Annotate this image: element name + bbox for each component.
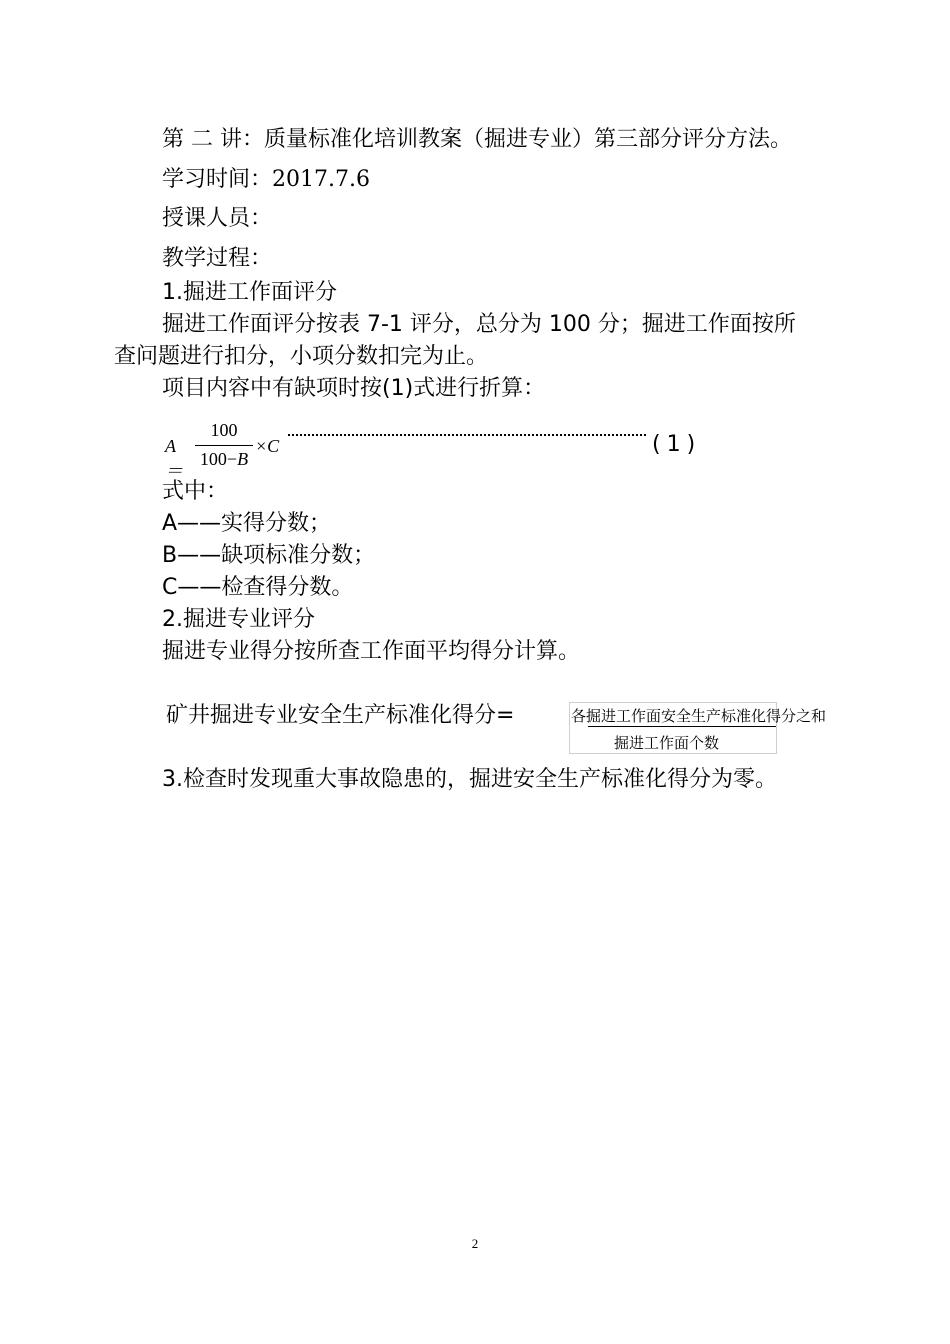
section2-formula-denominator: 掘进工作面个数 bbox=[614, 734, 720, 752]
formula-1-fraction-bar bbox=[195, 445, 253, 446]
section1-paragraph-line1: 掘进工作面评分按表 7-1 评分，总分为 100 分；掘进工作面按所 bbox=[162, 312, 796, 337]
formula-1-number: (1) bbox=[652, 432, 702, 457]
formula-1-rhs: ×C bbox=[255, 436, 280, 456]
formula-1-numerator: 100 bbox=[210, 420, 238, 440]
section2-heading: 2.掘进专业评分 bbox=[162, 607, 315, 632]
study-time-label: 学习时间： bbox=[162, 167, 273, 192]
definition-c: C——检查得分数。 bbox=[162, 575, 354, 600]
section1-heading: 1.掘进工作面评分 bbox=[162, 280, 337, 305]
formula-1-denominator-number: 100− bbox=[199, 449, 238, 469]
section3-text: 3.检查时发现重大事故隐患的，掘进安全生产标准化得分为零。 bbox=[162, 767, 777, 792]
teacher-label: 授课人员： bbox=[162, 206, 273, 231]
study-time-line bbox=[162, 166, 370, 194]
definitions-intro: 式中： bbox=[162, 479, 229, 504]
section1-paragraph2: 项目内容中有缺项时按(1)式进行折算： bbox=[162, 376, 546, 401]
section2-formula-label: 矿井掘进专业安全生产标准化得分= bbox=[166, 703, 515, 728]
section2-paragraph: 掘进专业得分按所查工作面平均得分计算。 bbox=[162, 639, 581, 664]
lecture-title-label: 第 二 讲： bbox=[162, 127, 264, 152]
page-number: 2 bbox=[471, 1236, 479, 1251]
definition-a: A——实得分数； bbox=[162, 511, 332, 536]
formula-1-denominator bbox=[195, 449, 253, 470]
formula-1-leader-dots bbox=[288, 434, 646, 436]
lecture-title-text: 质量标准化培训教案（掘进专业）第三部分评分方法。 bbox=[264, 127, 793, 152]
study-time-value: 2017.7.6 bbox=[272, 167, 370, 192]
formula-1-lhs: A＝ bbox=[165, 436, 183, 481]
section2-formula-fraction-bar bbox=[588, 726, 776, 727]
process-label: 教学过程： bbox=[162, 246, 273, 271]
definition-b: B——缺项标准分数； bbox=[162, 543, 376, 568]
lecture-title-line bbox=[162, 126, 792, 154]
section1-paragraph-line2: 查问题进行扣分，小项分数扣完为止。 bbox=[114, 344, 489, 369]
formula-1-denominator-variable: B bbox=[237, 449, 249, 469]
section2-formula-numerator: 各掘进工作面安全生产标准化得分之和 bbox=[571, 707, 827, 725]
